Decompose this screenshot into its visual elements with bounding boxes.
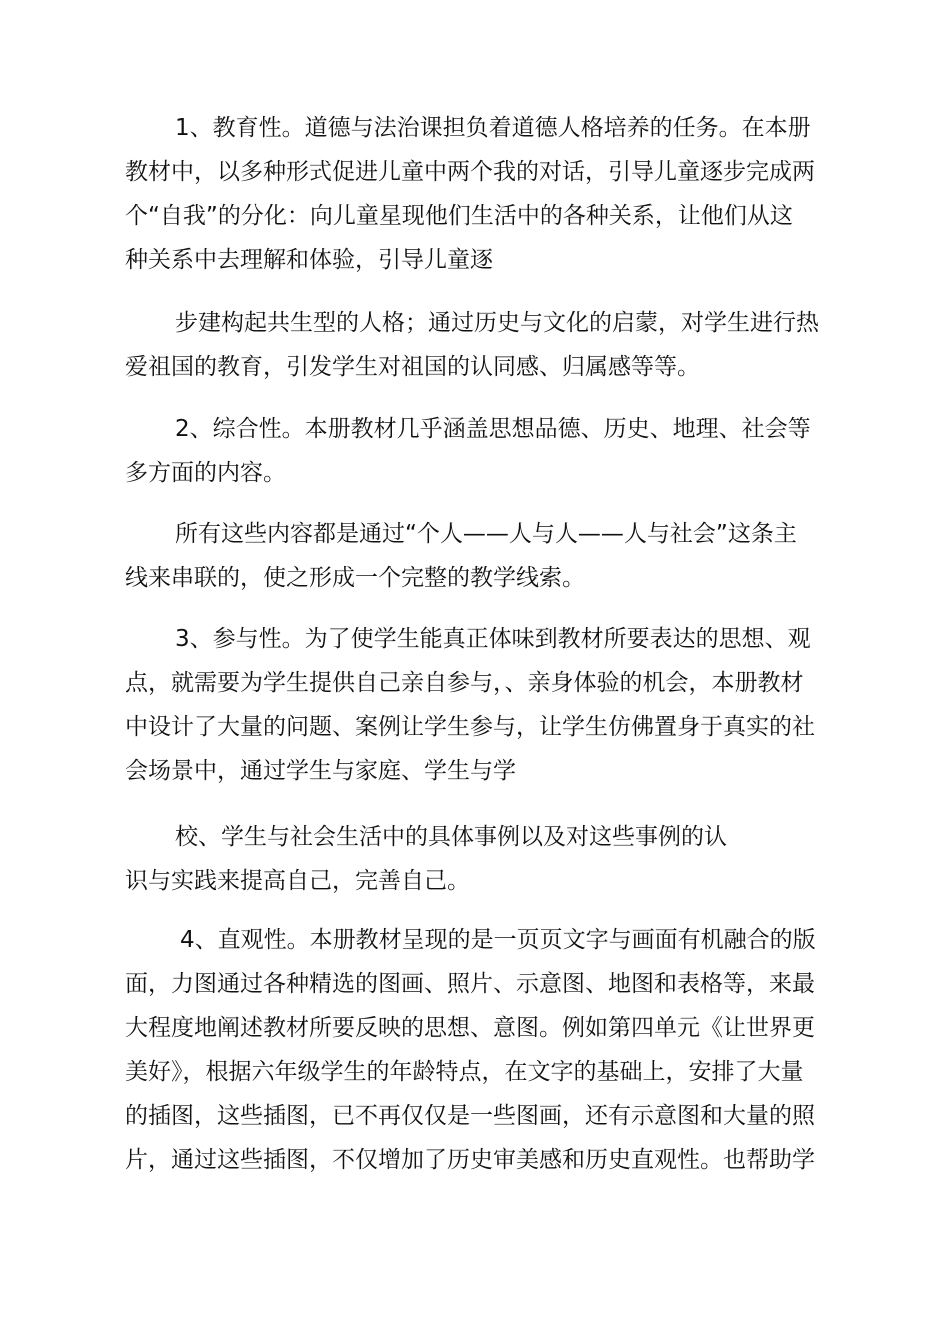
text-line: 中设计了大量的问题、案例让学生参与，让学生仿佛置身于真实的社 bbox=[125, 714, 815, 740]
text-line: 美好》，根据六年级学生的年龄特点，在文字的基础上，安排了大量 bbox=[125, 1059, 804, 1085]
text-line: 片，通过这些插图，不仅增加了历史审美感和历史直观性。也帮助学 bbox=[125, 1147, 815, 1173]
text-line: 识与实践来提高自己，完善自己。 bbox=[125, 868, 470, 894]
paragraph-participatory-cont bbox=[125, 815, 860, 903]
paragraph-intuitive bbox=[125, 918, 860, 1182]
text-line: 种关系中去理解和体验，引导儿童逐 bbox=[125, 247, 493, 273]
paragraph-educational bbox=[125, 106, 860, 282]
text-line: 3、参与性。为了使学生能真正体味到教材所要表达的思想、观 bbox=[175, 626, 811, 652]
text-line: 所有这些内容都是通过“个人——人与人——人与社会”这条主 bbox=[175, 521, 797, 547]
text-line: 线来串联的，使之形成一个完整的教学线索。 bbox=[125, 565, 585, 591]
text-line: 2、综合性。本册教材几乎涵盖思想品德、历史、地理、社会等 bbox=[175, 416, 811, 442]
text-line: 个“自我”的分化：向儿童星现他们生活中的各种关系，让他们从这 bbox=[125, 203, 793, 229]
text-line: 校、学生与社会生活中的具体事例以及对这些事例的认 bbox=[175, 824, 727, 850]
text-line: 4、直观性。本册教材呈现的是一页页文字与画面有机融合的版 bbox=[180, 927, 816, 953]
text-line: 大程度地阐述教材所要反映的思想、意图。例如第四单元《让世界更 bbox=[125, 1015, 815, 1041]
text-line: 1、教育性。道德与法治课担负着道德人格培养的任务。在本册 bbox=[175, 115, 811, 141]
text-line: 爱祖国的教育，引发学生对祖国的认同感、归属感等等。 bbox=[125, 354, 700, 380]
text-line: 会场景中，通过学生与家庭、学生与学 bbox=[125, 758, 516, 784]
text-line: 多方面的内容。 bbox=[125, 460, 286, 486]
text-line: 点，就需要为学生提供自己亲自参与，、亲身体验的机会，本册教材 bbox=[125, 670, 804, 696]
paragraph-comprehensive-cont bbox=[125, 512, 860, 600]
paragraph-comprehensive bbox=[125, 407, 860, 495]
paragraph-educational-cont bbox=[125, 301, 860, 389]
text-line: 面，力图通过各种精选的图画、照片、示意图、地图和表格等，来最 bbox=[125, 971, 815, 997]
text-line: 步建构起共生型的人格；通过历史与文化的启蒙，对学生进行热 bbox=[175, 310, 819, 336]
text-line: 教材中，以多种形式促进儿童中两个我的对话，引导儿童逐步完成两 bbox=[125, 159, 815, 185]
paragraph-participatory bbox=[125, 617, 860, 793]
text-line: 的插图，这些插图，已不再仅仅是一些图画，还有示意图和大量的照 bbox=[125, 1103, 815, 1129]
